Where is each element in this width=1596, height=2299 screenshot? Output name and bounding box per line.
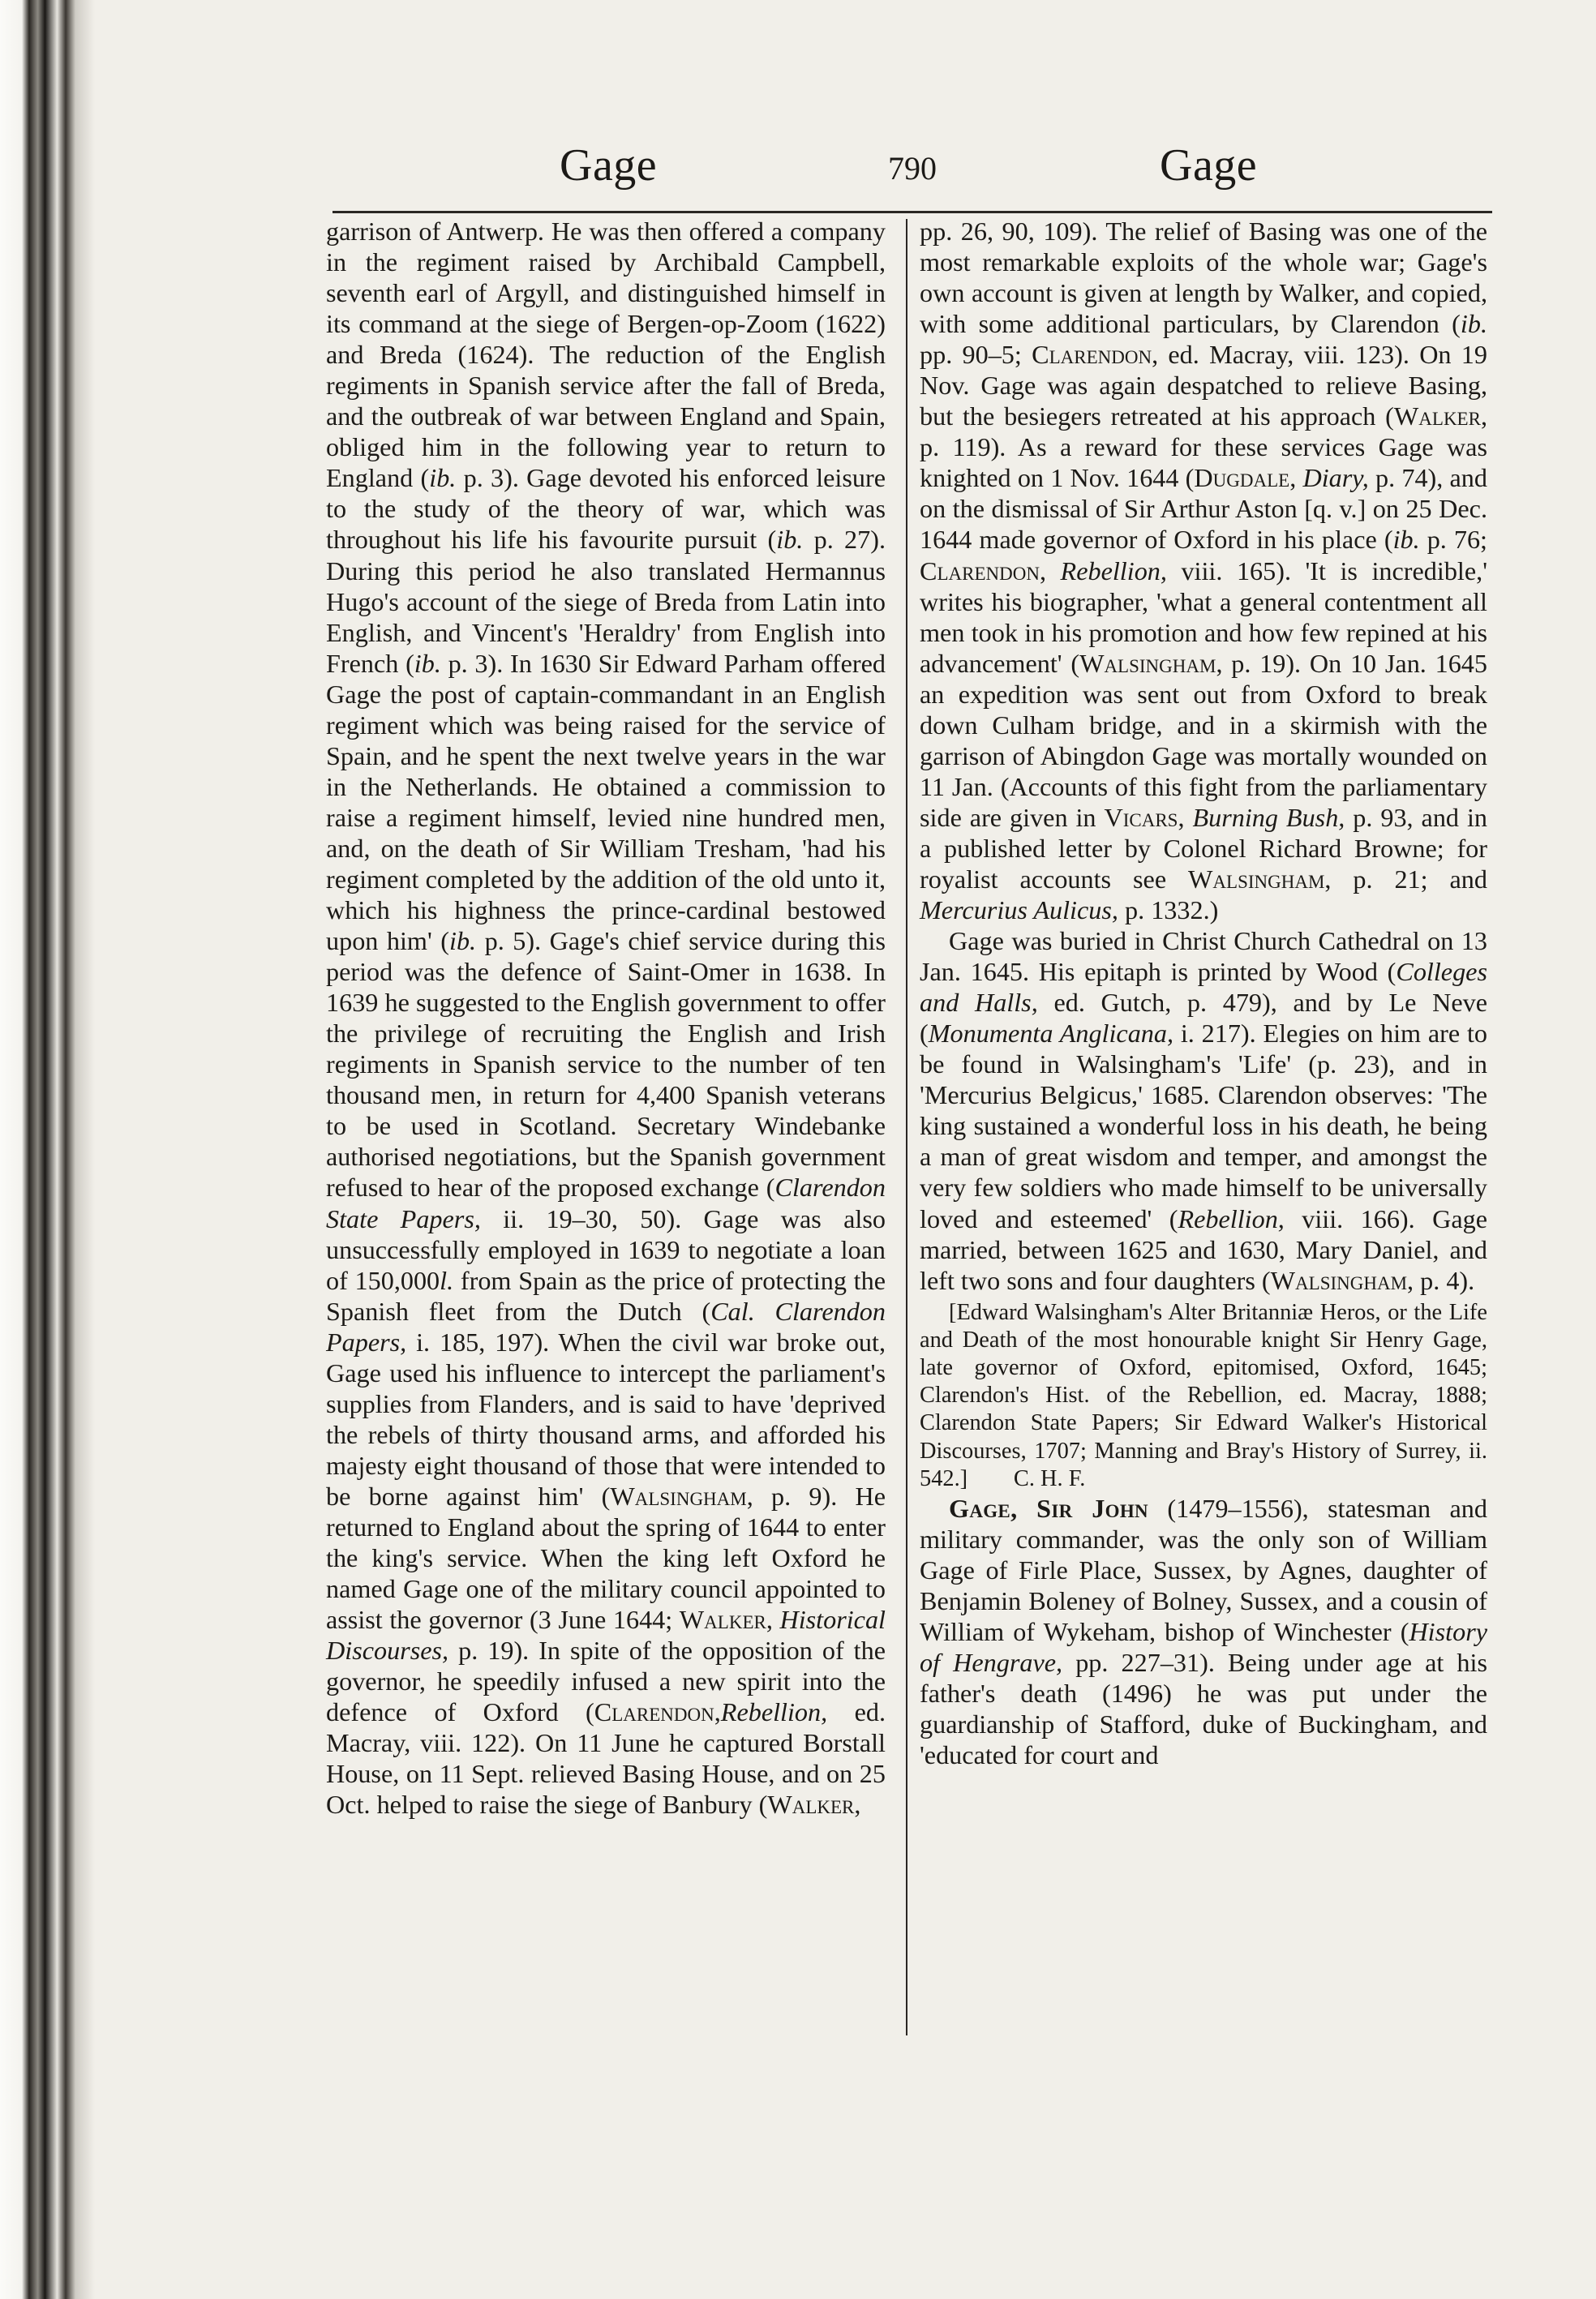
header-rule [332, 211, 1492, 213]
right-paragraph-3: Gage, Sir John (1479–1556), statesman and military commander, was the only son of William Gage of Firle Place, Sussex, by Agnes, daughter of Benjamin Boleney of Bolney, Sussex, and a cousin of William of Wykeham, bishop of Winchester (History of Hengrave, pp. 227–31). Being under age at his father's death (1496) he was put under the guardianship of Stafford, duke of Buckingham, and 'educated for court and [920, 1494, 1487, 1770]
book-binding-edge [0, 0, 122, 2299]
references-paragraph: [Edward Walsingham's Alter Britanniæ Heros, or the Life and Death of the most honourable knight Sir Henry Gage, late governor of Oxford, epitomised, Oxford, 1645; Clarendon's Hist. of the Rebellion, ed. Macray, 1888; Clarendon State Papers; Sir Edward Walker's Historical Discourses, 1707; Manning and Bray's History of Surrey, ii. 542.] C. H. F. [920, 1299, 1487, 1491]
entry-heading: Gage, Sir John [949, 1494, 1148, 1524]
page-number: 790 [888, 150, 937, 187]
header-right-title: Gage [1160, 140, 1258, 191]
right-paragraph-2: Gage was buried in Christ Church Cathedral on 13 Jan. 1645. His epitaph is printed by Wood (Colleges and Halls, ed. Gutch, p. 479), and by Le Neve (Monumenta Anglicana, i. 217). Elegies on him are to be found in Walsingham's 'Life' (p. 23), and in 'Mercurius Belgicus,' 1685. Clarendon observes: 'The king sustained a wonderful loss in his death, he being a man of great wisdom and temper, and amongst the very few soldiers who made himself to be universally loved and esteemed' (Rebellion, viii. 166). Gage married, between 1625 and 1630, Mary Daniel, and left two sons and four daughters (Walsingham, p. 4). [920, 926, 1487, 1295]
header-left-title: Gage [560, 140, 658, 191]
left-paragraph: garrison of Antwerp. He was then offered a company in the regiment raised by Archibald Campbell, seventh earl of Argyll, and distinguished himself in its command at the siege of Bergen-op-Zoom (1622) and Breda (1624). The reduction of the English regiments in Spanish service after the fall of Breda, and the outbreak of war between England and Spain, obliged him in the following year to return to England (ib. p. 3). Gage devoted his enforced leisure to the study of the theory of war, which was throughout his life his favourite pursuit (ib. p. 27). During this period he also translated Hermannus Hugo's account of the siege of Breda from Latin into English, and Vincent's 'Heraldry' from English into French (ib. p. 3). In 1630 Sir Edward Parham offered Gage the post of captain-commandant in an English regiment which was being raised for the service of Spain, and he spent the next twelve years in the war in the Netherlands. He obtained a commission to raise a regiment himself, levied nine hundred men, and, on the death of Sir William Tresham, 'had his regiment completed by the addition of the old unto it, which his highness the prince-cardinal bestowed upon him' (ib. p. 5). Gage's chief service during this period was the defence of Saint-Omer in 1638. In 1639 he suggested to the English government to offer the privilege of recruiting the English and Irish regiments in Spanish service to the number of ten thousand men, in return for 4,400 Spanish veterans to be used in Scotland. Secretary Windebanke authorised negotiations, but the Spanish government refused to hear of the proposed exchange (Clarendon State Papers, ii. 19–30, 50). Gage was also unsuccessfully employed in 1639 to negotiate a loan of 150,000l. from Spain as the price of protecting the Spanish fleet from the Dutch (Cal. Clarendon Papers, i. 185, 197). When the civil war broke out, Gage used his influence to intercept the parliament's supplies from Flanders, and is said to have 'deprived the rebels of thirty thousand arms, and afforded his majesty eight thousand of those that were intended to be borne against him' (Walsingham, p. 9). He returned to England about the spring of 1644 to enter the king's service. When the king left Oxford he named Gage one of the military council appointed to assist the governor (3 June 1644; Walker, Historical Discourses, p. 19). In spite of the opposition of the governor, he speedily infused a new spirit into the defence of Oxford (Clarendon,Rebellion, ed. Macray, viii. 122). On 11 June he captured Borstall House, on 11 Sept. relieved Basing House, and on 25 Oct. helped to raise the siege of Banbury (Walker, [326, 217, 886, 1820]
column-divider [906, 219, 907, 2035]
left-column [326, 216, 886, 1820]
right-column [920, 216, 1487, 1770]
right-paragraph-1: pp. 26, 90, 109). The relief of Basing was one of the most remarkable exploits of the whole war; Gage's own account is given at length by Walker, and copied, with some additional particulars, by Clarendon (ib. pp. 90–5; Clarendon, ed. Macray, viii. 123). On 19 Nov. Gage was again despatched to relieve Basing, but the besiegers retreated at his approach (Walker, p. 119). As a reward for these services Gage was knighted on 1 Nov. 1644 (Dugdale, Diary, p. 74), and on the dismissal of Sir Arthur Aston [q. v.] on 25 Dec. 1644 made governor of Oxford in his place (ib. p. 76; Clarendon, Rebellion, viii. 165). 'It is incredible,' writes his biographer, 'what a general contentment all men took in his promotion and how few repined at his advancement' (Walsingham, p. 19). On 10 Jan. 1645 an expedition was sent out from Oxford to break down Culham bridge, and in a skirmish with the garrison of Abingdon Gage was mortally wounded on 11 Jan. (Accounts of this fight from the parliamentary side are given in Vicars, Burning Bush, p. 93, and in a published letter by Colonel Richard Browne; for royalist accounts see Walsingham, p. 21; and Mercurius Aulicus, p. 1332.) [920, 217, 1488, 925]
author-signature: C. H. F. [1013, 1465, 1086, 1491]
running-header [324, 139, 1484, 204]
